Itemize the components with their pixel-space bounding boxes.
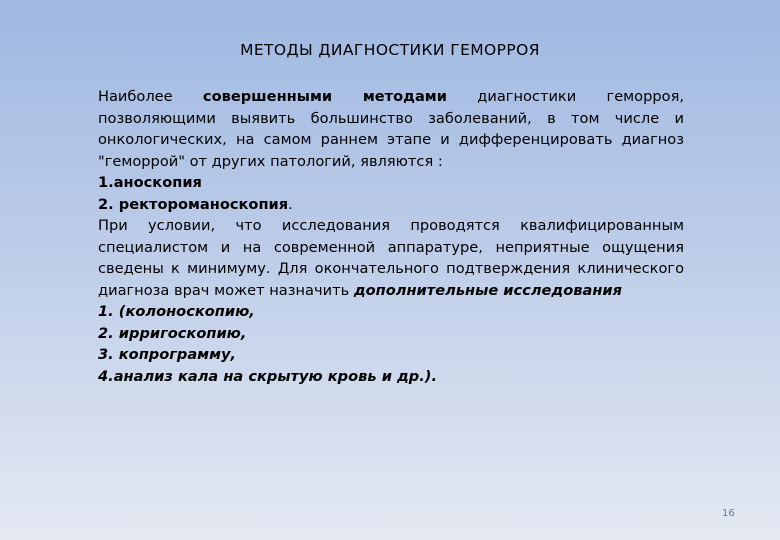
conditions-bold-text: дополнительные исследования (353, 281, 622, 299)
extra-item-4: 4.анализ кала на скрытую кровь и др.). (98, 367, 437, 385)
intro-paragraph (98, 86, 684, 172)
method-item-2-label: 2. ректороманоскопия (98, 195, 289, 213)
extra-item-3: 3. копрограмму, (98, 346, 237, 363)
extra-item-2: 2. ирригоскопию, (98, 324, 247, 342)
intro-bold-text: совершенными методами (202, 88, 447, 105)
method-item-1: 1.аноскопия (98, 174, 202, 191)
page-number: 16 (722, 508, 735, 519)
slide-title: МЕТОДЫ ДИАГНОСТИКИ ГЕМОРРОЯ (240, 41, 540, 59)
slide-content (98, 86, 684, 387)
conditions-paragraph (98, 215, 684, 301)
intro-text-start: Наиболее (98, 88, 203, 105)
conditions-text: При условии, что исследования проводятся квалифицированным специалистом и на современной аппаратуре, неприятные ощущения сведены к минимуму. Для окончательного подтверждения клинического диагноза врач может назначить (98, 217, 684, 299)
extra-item-1: 1. (колоноскопию, (98, 303, 255, 320)
method-item-2-suffix: . (288, 195, 293, 213)
intro-text-end: диагностики геморроя, позволяющими выявить большинство заболеваний, в том числе и онкологических, на самом раннем этапе и дифференцировать диагноз "геморрой" от других патологий, являются : (98, 88, 684, 170)
method-item-2 (98, 194, 684, 216)
